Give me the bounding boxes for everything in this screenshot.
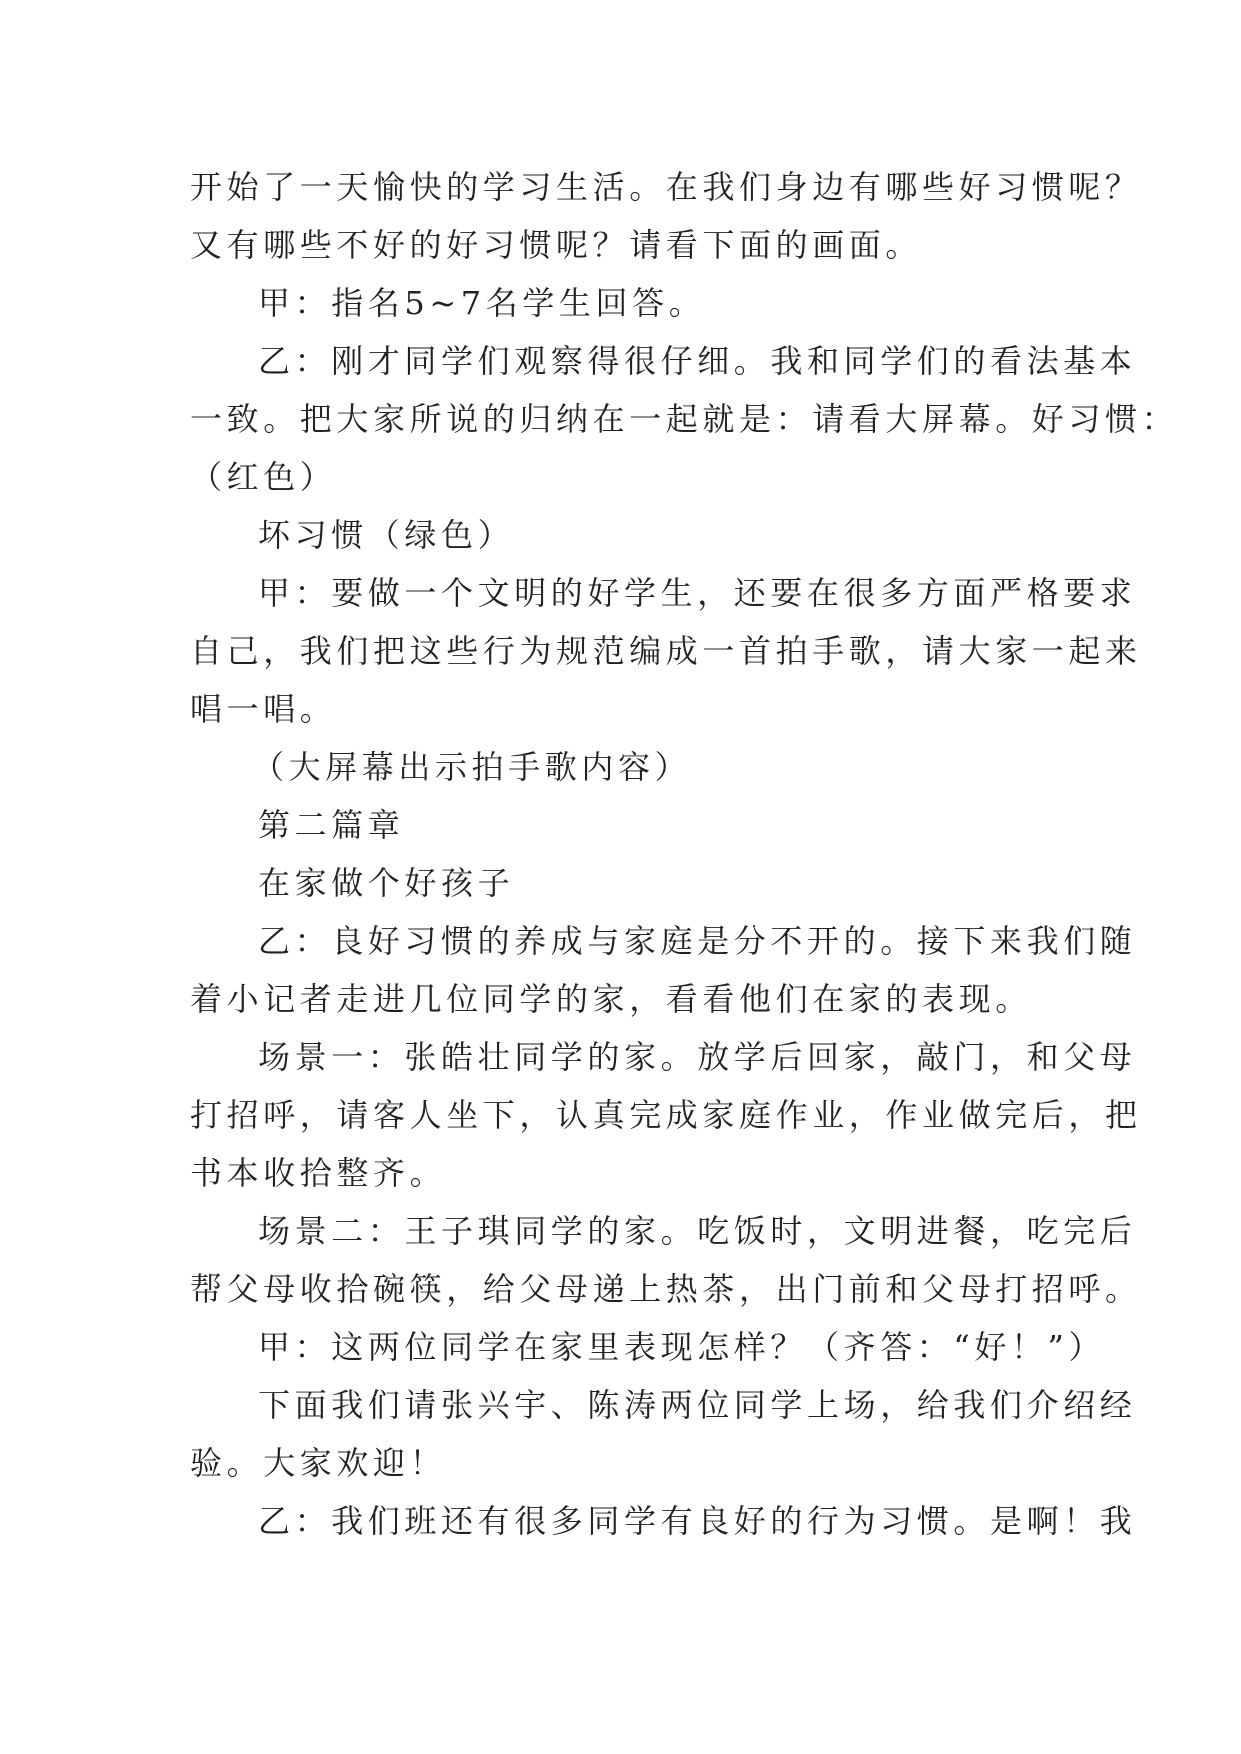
document-body — [190, 158, 1179, 1550]
paragraph-line: 甲：指名5~7名学生回答。 — [258, 284, 706, 322]
paragraph-line: 打招呼，请客人坐下，认真完成家庭作业，作业做完后，把 — [190, 1096, 1142, 1134]
paragraph-line: 乙：我们班还有很多同学有良好的行为习惯。是啊！我 — [258, 1502, 1137, 1540]
paragraph-line: 坏习惯（绿色） — [258, 516, 515, 554]
paragraph-line: 帮父母收拾碗筷，给父母递上热茶，出门前和父母打招呼。 — [190, 1270, 1142, 1308]
paragraph-line: 一致。把大家所说的归纳在一起就是：请看大屏幕。好习惯： — [190, 400, 1179, 438]
paragraph-line: 开始了一天愉快的学习生活。在我们身边有哪些好习惯呢？ — [190, 168, 1142, 206]
section-heading: 第二篇章 — [258, 806, 405, 844]
paragraph-line: 乙：刚才同学们观察得很仔细。我和同学们的看法基本 — [258, 342, 1137, 380]
paragraph-line: 下面我们请张兴宇、陈涛两位同学上场，给我们介绍经 — [258, 1386, 1137, 1424]
paragraph-line: 甲：要做一个文明的好学生，还要在很多方面严格要求 — [258, 574, 1137, 612]
paragraph-line: 乙：良好习惯的养成与家庭是分不开的。接下来我们随 — [258, 922, 1137, 960]
paragraph-line: 自己，我们把这些行为规范编成一首拍手歌，请大家一起来 — [190, 632, 1142, 670]
paragraph-line: 验。大家欢迎！ — [190, 1444, 447, 1482]
paragraph-line: 场景二：王子琪同学的家。吃饭时，文明进餐，吃完后 — [258, 1212, 1137, 1250]
paragraph-line: 甲：这两位同学在家里表现怎样？（齐答：“好！”） — [258, 1328, 1106, 1366]
paragraph-line: 着小记者走进几位同学的家，看看他们在家的表现。 — [190, 980, 1032, 1018]
paragraph-line: 场景一：张皓壮同学的家。放学后回家，敲门，和父母 — [258, 1038, 1137, 1076]
section-subheading: 在家做个好孩子 — [258, 864, 515, 902]
paragraph-line: （红色） — [190, 458, 337, 496]
paragraph-line: （大屏幕出示拍手歌内容） — [252, 748, 692, 786]
paragraph-line: 又有哪些不好的好习惯呢？请看下面的画面。 — [190, 226, 923, 264]
paragraph-line: 唱一唱。 — [190, 690, 337, 728]
paragraph-line: 书本收拾整齐。 — [190, 1154, 447, 1192]
